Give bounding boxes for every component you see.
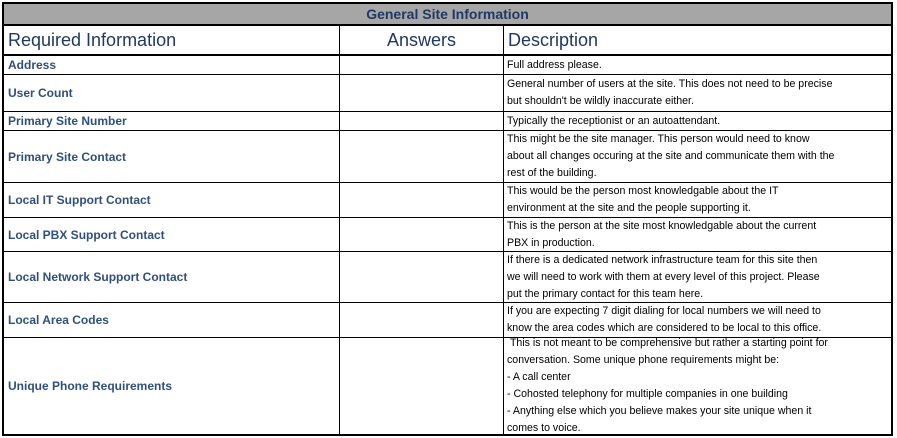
row-description: If there is a dedicated network infrastructure team for this site then we will need to work with them at every level of this project. Please put the primary contact for this team here. — [507, 253, 820, 300]
row-label: Local Network Support Contact — [4, 252, 340, 302]
row-description: If you are expecting 7 digit dialing for local numbers we will need to know the area codes which are considered to be local to this office. — [507, 305, 822, 334]
header-row — [4, 26, 891, 56]
row-local-area-codes — [4, 303, 891, 338]
row-label: Unique Phone Requirements — [4, 338, 340, 434]
row-description: Full address please. — [507, 58, 602, 71]
row-local-it-support-contact — [4, 183, 891, 218]
answer-cell-unique-phone-requirements[interactable] — [340, 338, 504, 434]
answer-cell-local-area-codes[interactable] — [340, 303, 504, 337]
row-label: Local Area Codes — [4, 303, 340, 337]
row-description: This might be the site manager. This person would need to know about all changes occuring at the site and communicate them with the rest of the building. — [507, 133, 835, 179]
row-description: General number of users at the site. This does not need to be precise but shouldn't be wildly inaccurate either. — [507, 78, 833, 107]
row-description: This is not meant to be comprehensive but rather a starting point for conversation. Some unique phone requirements might be: - A call center - Cohosted telephony for multiple companies in one building - Anything else which you believe makes your site unique when it comes to voice. — [507, 337, 828, 434]
row-label: User Count — [4, 75, 340, 111]
row-label: Primary Site Contact — [4, 131, 340, 182]
row-local-network-support-contact — [4, 252, 891, 303]
row-primary-site-contact — [4, 131, 891, 183]
row-label: Local IT Support Contact — [4, 183, 340, 217]
row-description: This is the person at the site most knowledgable about the current PBX in production. — [507, 219, 817, 249]
site-info-sheet — [2, 2, 893, 436]
row-address — [4, 56, 891, 75]
answer-cell-local-it-support-contact[interactable] — [340, 183, 504, 217]
sheet-title: General Site Information — [4, 4, 891, 26]
answer-cell-primary-site-number[interactable] — [340, 112, 504, 130]
answer-cell-address[interactable] — [340, 56, 504, 74]
header-required-information: Required Information — [4, 26, 340, 54]
row-label: Local PBX Support Contact — [4, 218, 340, 251]
answer-cell-local-pbx-support-contact[interactable] — [340, 218, 504, 251]
row-local-pbx-support-contact — [4, 218, 891, 252]
row-description: Typically the receptionist or an autoattendant. — [507, 114, 721, 127]
answer-cell-user-count[interactable] — [340, 75, 504, 111]
answer-cell-local-network-support-contact[interactable] — [340, 252, 504, 302]
row-label: Address — [4, 56, 340, 74]
row-description: This would be the person most knowledgable about the IT environment at the site and the people supporting it. — [507, 185, 779, 214]
row-unique-phone-requirements — [4, 338, 891, 434]
row-primary-site-number — [4, 112, 891, 131]
row-user-count — [4, 75, 891, 112]
answer-cell-primary-site-contact[interactable] — [340, 131, 504, 182]
header-answers: Answers — [340, 26, 504, 54]
header-description: Description — [508, 30, 599, 50]
row-label: Primary Site Number — [4, 112, 340, 130]
